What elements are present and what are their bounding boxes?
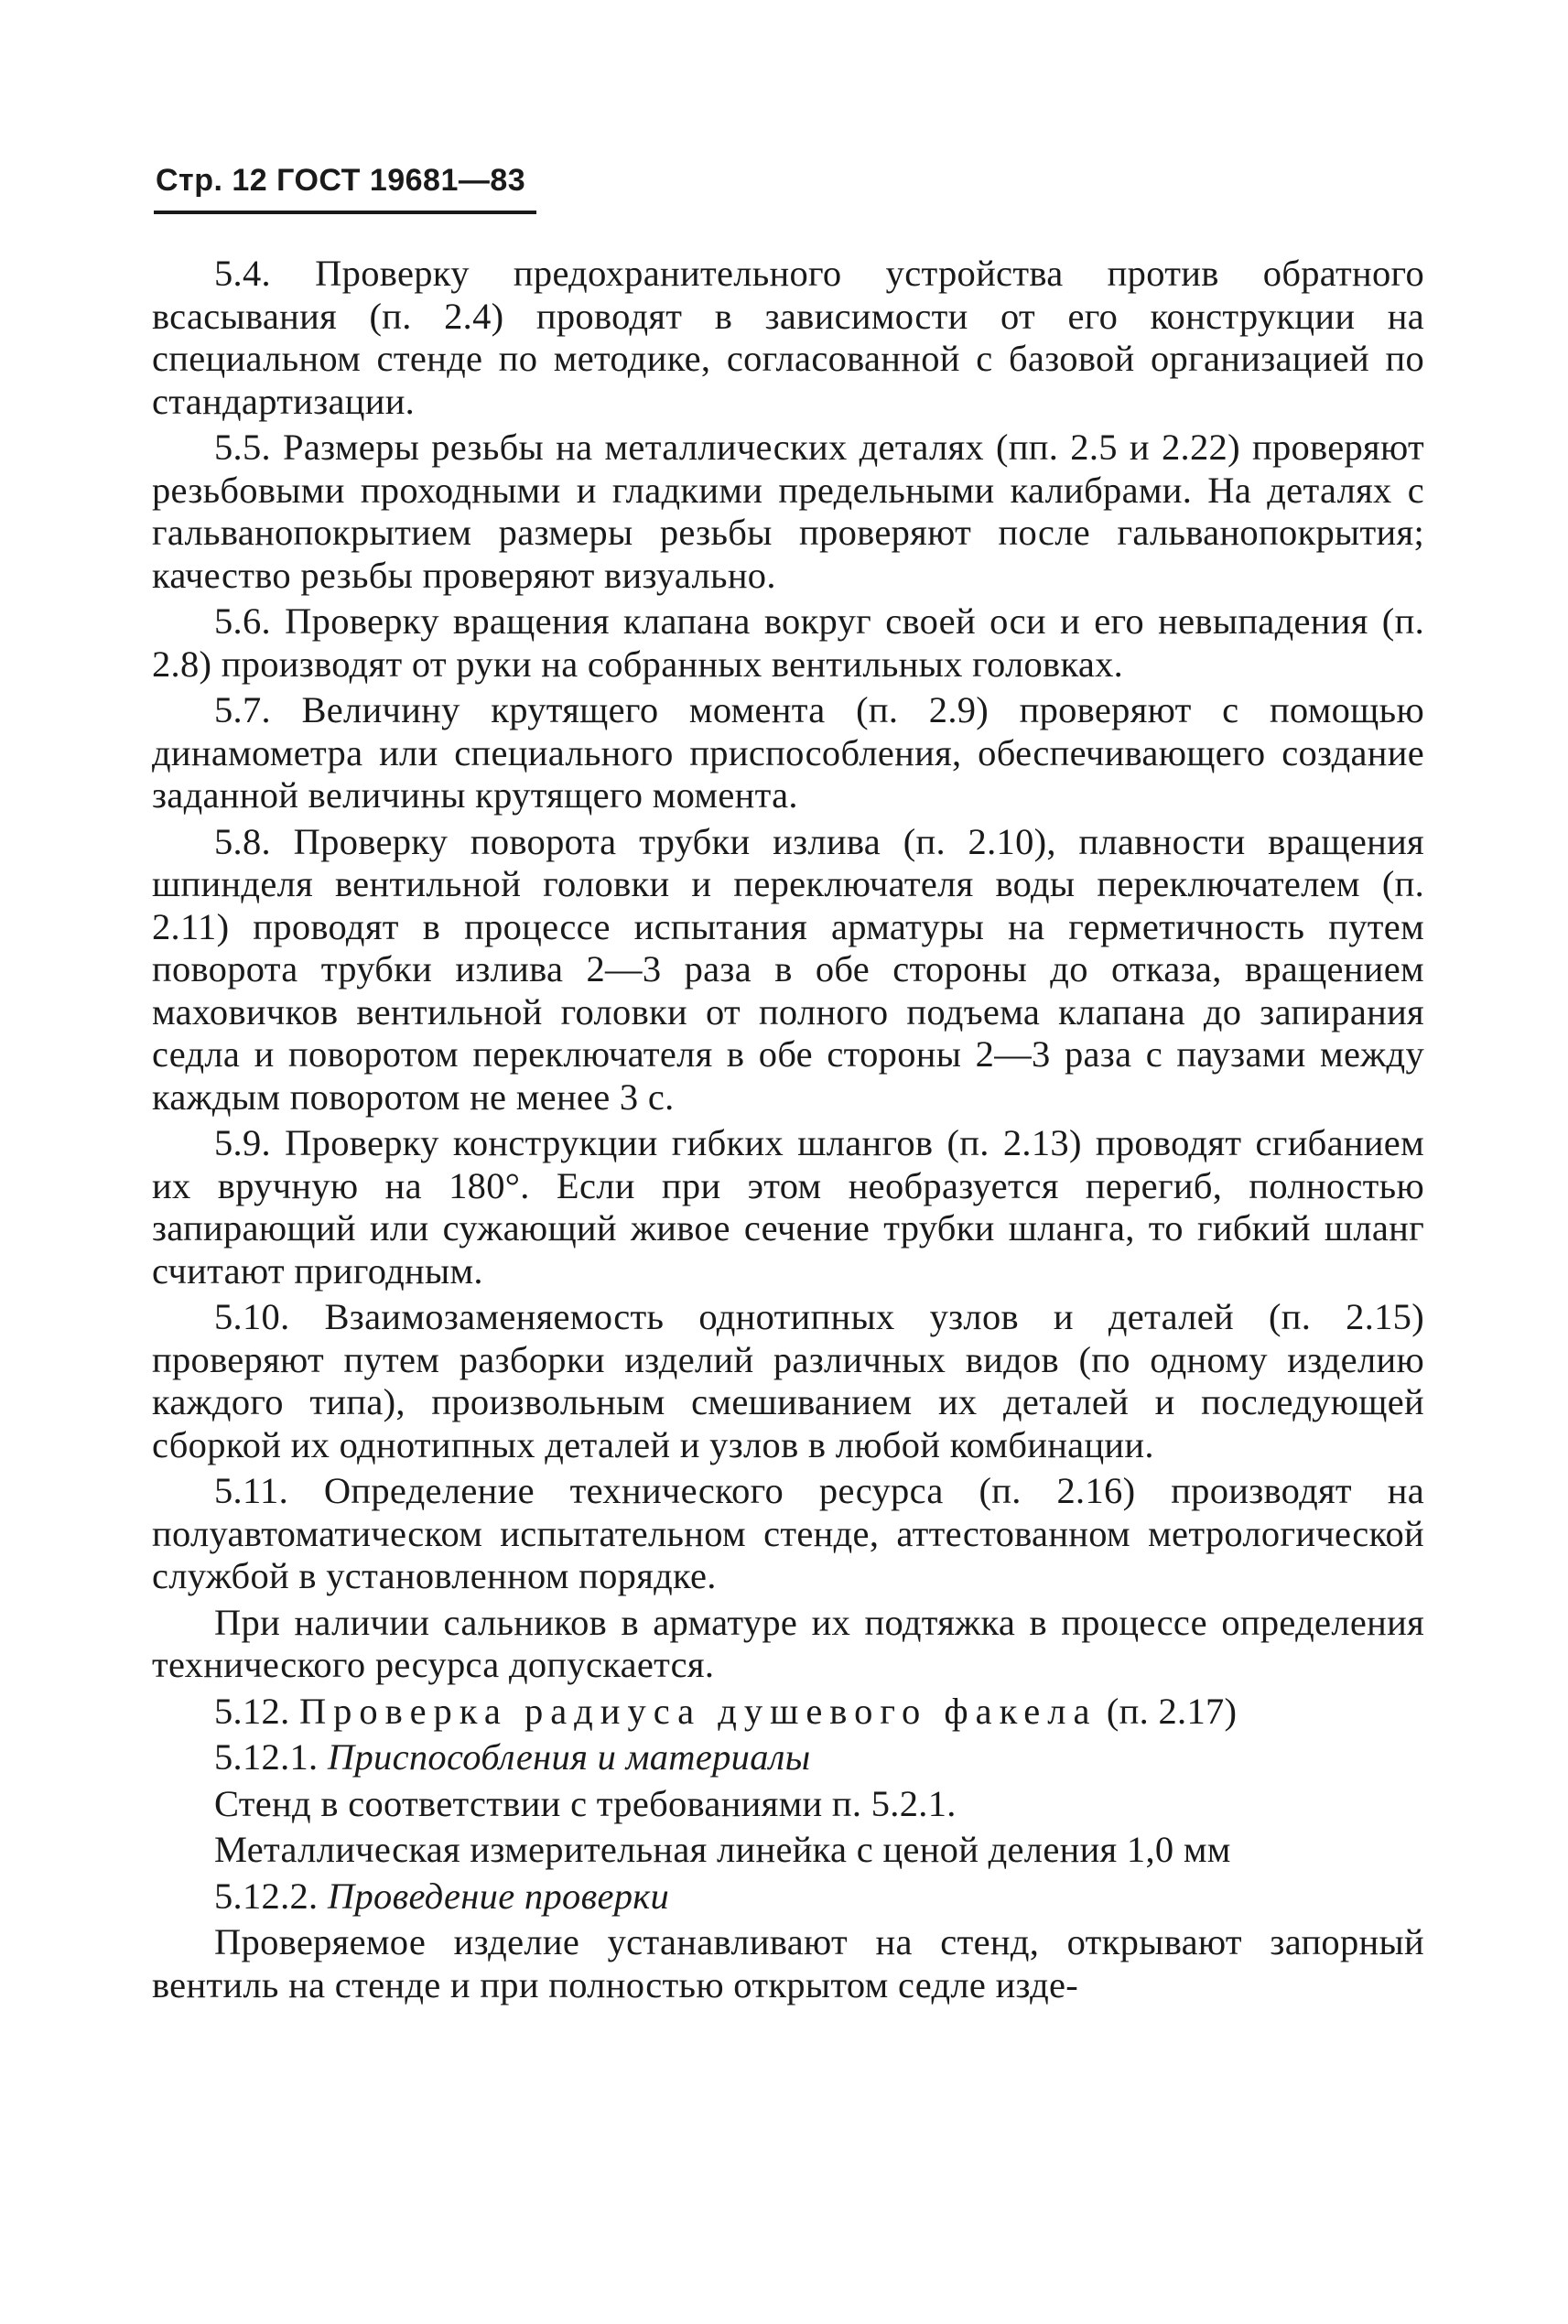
paragraph-5-5: 5.5. Размеры резьбы на металлических деталях (пп. 2.5 и 2.22) проверяют резьбовыми проходными и гладкими предельными калибрами. На деталях с гальванопокрытием размеры резьбы проверяют после гальванопокрытия; качество резьбы проверяют визуально. (152, 427, 1424, 596)
section-number: 5.12.1. (214, 1736, 319, 1778)
section-reference: (п. 2.17) (1106, 1690, 1238, 1732)
paragraph-5-4: 5.4. Проверку предохранительного устройства против обратного всасывания (п. 2.4) проводят в зависимости от его конструкции на специальном стенде по методике, согласованной с базовой организацией по стандартизации. (152, 253, 1424, 422)
section-heading-5-12 (152, 1691, 1424, 1734)
paragraph-5-10: 5.10. Взаимозаменяемость однотипных узлов и деталей (п. 2.15) проверяют путем разборки изделий различных видов (по одному изделию каждого типа), произвольным смешиванием их деталей и последующей сборкой их однотипных деталей и узлов в любой комбинации. (152, 1296, 1424, 1465)
section-title: Приспособления и материалы (327, 1736, 811, 1778)
paragraph-5-7: 5.7. Величину крутящего момента (п. 2.9) проверяют с помощью динамометра или специального приспособления, обеспечивающего создание заданной величины крутящего момента. (152, 689, 1424, 816)
paragraph-5-8: 5.8. Проверку поворота трубки излива (п. 2.10), плавности вращения шпинделя вентильной головки и переключателя воды переключателем (п. 2.11) проводят в процессе испытания арматуры на герметичность путем поворота трубки излива 2—3 раза в обе стороны до отказа, вращением маховичков вентильной головки от полного подъема клапана до запирания седла и поворотом переключателя в обе стороны 2—3 раза с паузами между каждым поворотом не менее 3 с. (152, 820, 1424, 1118)
section-number: 5.12. (214, 1690, 290, 1732)
paragraph-5-6: 5.6. Проверку вращения клапана вокруг своей оси и его невыпадения (п. 2.8) производят от руки на собранных вентильных головках. (152, 600, 1424, 685)
header-rule (154, 211, 536, 214)
section-number: 5.12.2. (214, 1875, 319, 1917)
section-title: Проверка радиуса душевого факела (298, 1690, 1098, 1732)
material-item: Металлическая измерительная линейка с ценой деления 1,0 мм (214, 1829, 1231, 1870)
document-body (152, 253, 1424, 2010)
paragraph-5-9: 5.9. Проверку конструкции гибких шлангов (п. 2.13) проводят сгибанием их вручную на 180°. Если при этом необразуется перегиб, полностью запирающий или сужающий живое сечение трубки шланга, то гибкий шланг считают пригодным. (152, 1122, 1424, 1292)
paragraph-5-11-note: При наличии сальников в арматуре их подтяжка в процессе определения технического ресурса допускается. (152, 1601, 1424, 1685)
paragraph-final: Проверяемое изделие устанавливают на стенд, открывают запорный вентиль на стенде и при полностью открытом седле изде- (152, 1921, 1424, 2005)
section-heading-5-12-1 (152, 1736, 1424, 1779)
section-heading-5-12-2 (152, 1875, 1424, 1919)
page-header: Стр. 12 ГОСТ 19681—83 (156, 163, 526, 198)
paragraph-5-11: 5.11. Определение технического ресурса (п. 2.16) производят на полуавтоматическом испытательном стенде, аттестованном метрологической службой в установленном порядке. (152, 1470, 1424, 1596)
material-item: Стенд в соответствии с требованиями п. 5.2.1. (214, 1782, 957, 1824)
section-title: Проведение проверки (327, 1875, 670, 1917)
